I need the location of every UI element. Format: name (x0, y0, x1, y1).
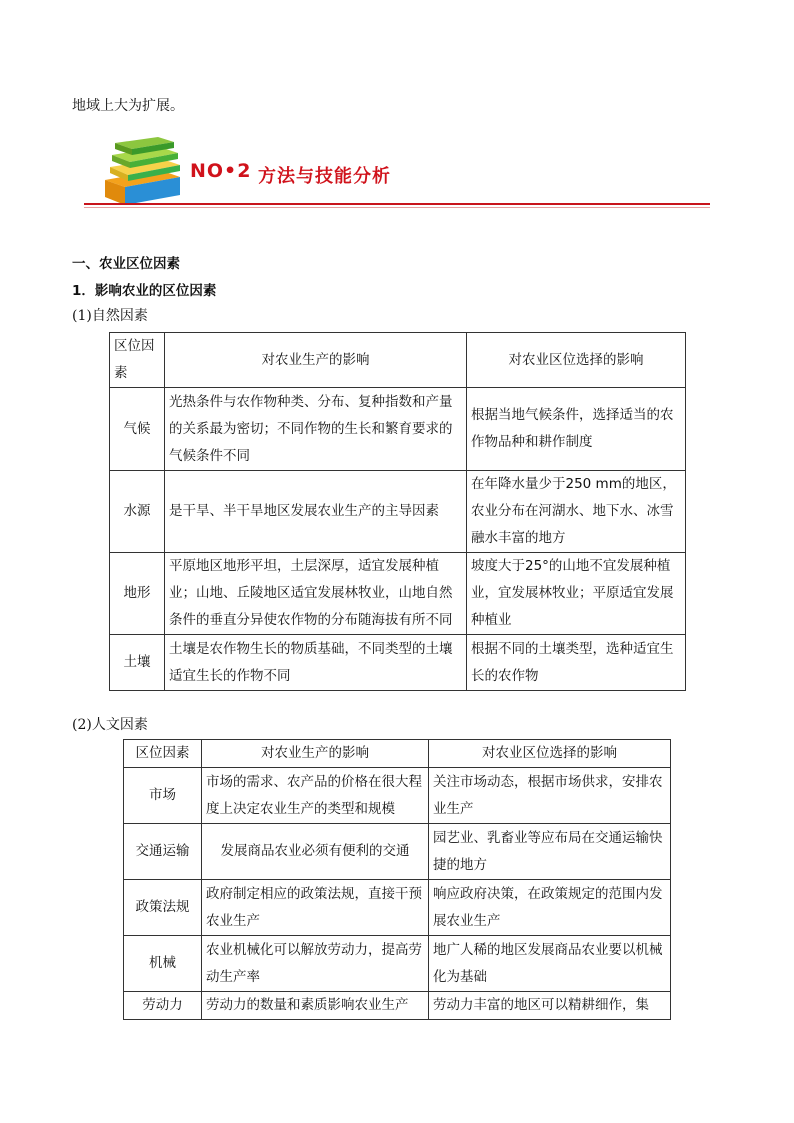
table-row (110, 635, 686, 691)
choice-cell: 坡度大于25°的山地不宜发展种植业，宜发展林牧业；平原适宜发展种植业 (467, 553, 686, 635)
header-cell: 对农业区位选择的影响 (429, 740, 671, 768)
effect-cell: 是干旱、半干旱地区发展农业生产的主导因素 (165, 471, 467, 553)
choice-cell: 根据当地气候条件，选择适当的农作物品种和耕作制度 (467, 388, 686, 471)
effect-cell: 农业机械化可以解放劳动力，提高劳动生产率 (202, 936, 429, 992)
factor-cell: 政策法规 (124, 880, 202, 936)
table-header-row (124, 740, 671, 768)
effect-cell: 光热条件与农作物种类、分布、复种指数和产量的关系最为密切；不同作物的生长和繁育要求的气候条件不同 (165, 388, 467, 471)
table-row (124, 992, 671, 1020)
table-row (124, 936, 671, 992)
factor-cell: 劳动力 (124, 992, 202, 1020)
factor-cell: 土壤 (110, 635, 165, 691)
table-row (124, 824, 671, 880)
table-row (110, 553, 686, 635)
choice-cell: 响应政府决策，在政策规定的范围内发展农业生产 (429, 880, 671, 936)
section-heading: 一、农业区位因素 (72, 256, 180, 272)
human-factors-table (123, 739, 671, 1020)
table-row (124, 880, 671, 936)
factor-cell: 水源 (110, 471, 165, 553)
table-row (110, 388, 686, 471)
subsection-heading: 1．影响农业的区位因素 (72, 283, 217, 299)
factor-cell: 市场 (124, 768, 202, 824)
human-factors-label: (2)人文因素 (72, 717, 148, 733)
natural-factors-label: (1)自然因素 (72, 308, 148, 324)
table-row (124, 768, 671, 824)
effect-cell: 土壤是农作物生长的物质基础，不同类型的土壤适宜生长的作物不同 (165, 635, 467, 691)
header-cell: 对农业区位选择的影响 (467, 333, 686, 388)
choice-cell: 在年降水量少于250 mm的地区，农业分布在河湖水、地下水、冰雪融水丰富的地方 (467, 471, 686, 553)
banner-rule (84, 203, 710, 205)
banner-number: NO•2 (190, 160, 252, 182)
header-cell: 区位因素 (110, 333, 165, 388)
effect-cell: 政府制定相应的政策法规，直接干预农业生产 (202, 880, 429, 936)
effect-cell: 发展商品农业必须有便利的交通 (202, 824, 429, 880)
table-row (110, 471, 686, 553)
choice-cell: 园艺业、乳畜业等应布局在交通运输快捷的地方 (429, 824, 671, 880)
intro-text: 地域上大为扩展。 (72, 98, 184, 114)
effect-cell: 平原地区地形平坦，土层深厚，适宜发展种植业；山地、丘陵地区适宜发展林牧业，山地自然条件的垂直分异使农作物的分布随海拔有所不同 (165, 553, 467, 635)
banner-rule-thin (84, 207, 710, 208)
choice-cell: 地广人稀的地区发展商品农业要以机械化为基础 (429, 936, 671, 992)
factor-cell: 交通运输 (124, 824, 202, 880)
banner-title: 方法与技能分析 (258, 166, 391, 187)
choice-cell: 关注市场动态，根据市场供求，安排农业生产 (429, 768, 671, 824)
table-header-row (110, 333, 686, 388)
effect-cell: 市场的需求、农产品的价格在很大程度上决定农业生产的类型和规模 (202, 768, 429, 824)
natural-factors-table (109, 332, 686, 691)
factor-cell: 机械 (124, 936, 202, 992)
choice-cell: 根据不同的土壤类型，选种适宜生长的农作物 (467, 635, 686, 691)
factor-cell: 气候 (110, 388, 165, 471)
header-cell: 对农业生产的影响 (202, 740, 429, 768)
effect-cell: 劳动力的数量和素质影响农业生产 (202, 992, 429, 1020)
factor-cell: 地形 (110, 553, 165, 635)
header-cell: 对农业生产的影响 (165, 333, 467, 388)
choice-cell: 劳动力丰富的地区可以精耕细作，集 (429, 992, 671, 1020)
header-cell: 区位因素 (124, 740, 202, 768)
